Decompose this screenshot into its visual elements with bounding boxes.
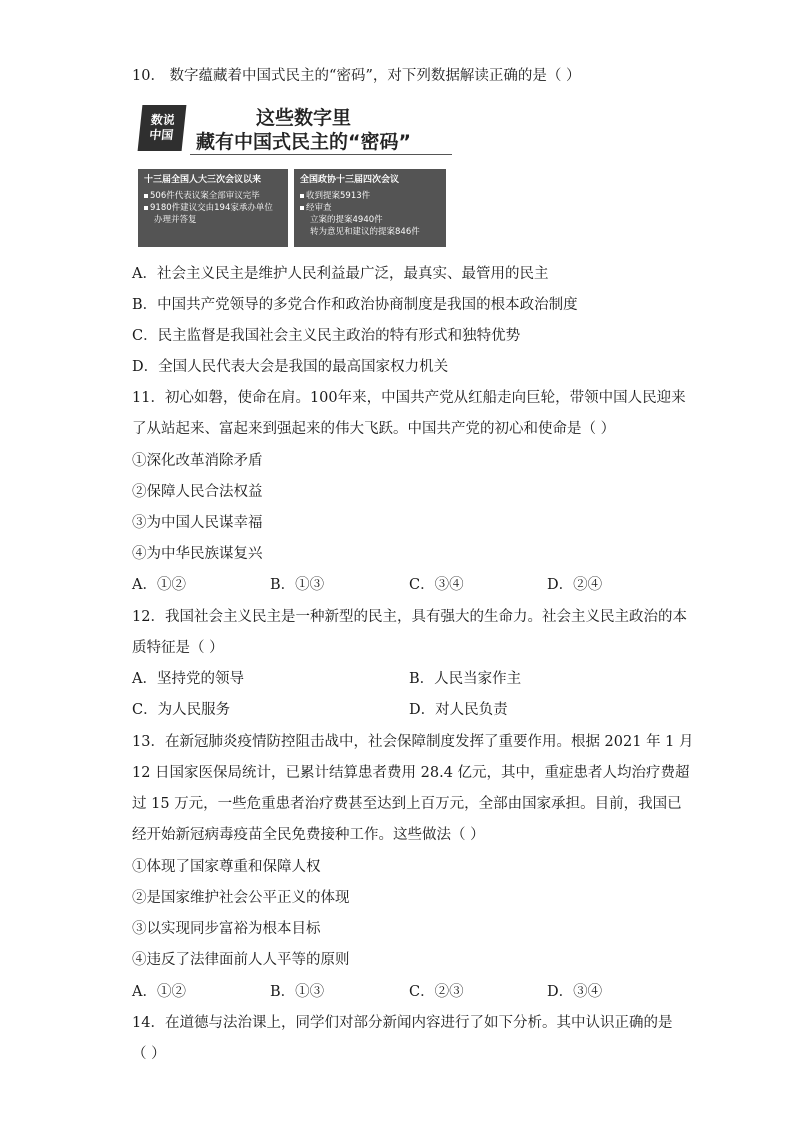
right-box-item2: 经审查 <box>300 202 440 214</box>
q13-option-d: D．③④ <box>547 984 603 1000</box>
q11-item4: ④为中华民族谋复兴 <box>132 546 263 562</box>
q12-option-a: A．坚持党的领导 <box>132 671 244 687</box>
left-box-item2: 9180件建议交由194家承办单位 <box>144 202 282 214</box>
infographic-left-box <box>138 169 288 247</box>
q14-stem-line2: （ ） <box>132 1046 166 1062</box>
q11-item1: ①深化改革消除矛盾 <box>132 453 263 469</box>
right-box-item1: 收到提案5913件 <box>300 190 440 202</box>
q11-stem-line2: 了从站起来、富起来到强起来的伟大飞跃。中国共产党的初心和使命是（ ） <box>132 421 616 437</box>
left-box-item1: 506件代表议案全部审议完毕 <box>144 190 282 202</box>
q10-option-c: C．民主监督是我国社会主义民主政治的特有形式和独特优势 <box>132 328 521 344</box>
q13-item4: ④违反了法律面前人人平等的原则 <box>132 952 350 968</box>
q14-stem-line1: 14．在道德与法治课上，同学们对部分新闻内容进行了如下分析。其中认识正确的是 <box>132 1015 673 1031</box>
q11-item3: ③为中国人民谋幸福 <box>132 515 263 531</box>
q13-item1: ①体现了国家尊重和保障人权 <box>132 859 321 875</box>
left-box-item2-cont: 办理并答复 <box>154 215 197 225</box>
q13-option-a: A．①② <box>132 984 186 1000</box>
q13-item3: ③以实现同步富裕为根本目标 <box>132 921 321 937</box>
q10-infographic <box>136 103 454 247</box>
q10-option-a: A．社会主义民主是维护人民利益最广泛，最真实、最管用的民主 <box>132 266 549 282</box>
q11-option-d: D．②④ <box>547 577 603 593</box>
q13-stem-line3: 过 15 万元，一些危重患者治疗费甚至达到上百万元，全部由国家承担。目前，我国已 <box>132 796 682 812</box>
q13-stem-line1: 13．在新冠肺炎疫情防控阻击战中，社会保障制度发挥了重要作用。根据 2021 年 1 月 <box>132 734 694 750</box>
q13-option-c: C．②③ <box>409 984 464 1000</box>
infographic-title-line1: 这些数字里 <box>256 107 352 129</box>
right-box-heading: 全国政协十三届四次会议 <box>300 175 400 185</box>
q12-option-d: D．对人民负责 <box>409 702 508 718</box>
infographic-badge <box>138 105 187 151</box>
q10-option-b: B．中国共产党领导的多党合作和政治协商制度是我国的根本政治制度 <box>132 297 578 313</box>
q10-option-d: D．全国人民代表大会是我国的最高国家权力机关 <box>132 359 449 375</box>
q11-stem-line1: 11．初心如磐，使命在肩。100年来，中国共产党从红船走向巨轮，带领中国人民迎来 <box>132 390 686 406</box>
right-box-item2-line3: 转为意见和建议的提案846件 <box>310 227 420 237</box>
q13-stem-line4: 经开始新冠病毒疫苗全民免费接种工作。这些做法（ ） <box>132 827 485 843</box>
right-box-item2-line2: 立案的提案4940件 <box>310 215 383 225</box>
q12-stem-line1: 12．我国社会主义民主是一种新型的民主，具有强大的生命力。社会主义民主政治的本 <box>132 609 687 625</box>
badge-line2: 中国 <box>148 128 174 142</box>
bullet-icon <box>300 206 304 210</box>
q11-option-b: B．①③ <box>270 577 325 593</box>
q13-item2: ②是国家维护社会公平正义的体现 <box>132 890 350 906</box>
bullet-icon <box>144 206 148 210</box>
q11-option-a: A．①② <box>132 577 186 593</box>
infographic-divider <box>190 154 452 155</box>
badge-line1: 数说 <box>150 113 176 127</box>
q11-item2: ②保障人民合法权益 <box>132 484 263 500</box>
bullet-icon <box>144 194 148 198</box>
q13-stem-line2: 12 日国家医保局统计，已累计结算患者费用 28.4 亿元，其中，重症患者人均治疗费超 <box>132 765 690 781</box>
left-box-heading: 十三届全国人大三次会议以来 <box>144 175 262 185</box>
bullet-icon <box>300 194 304 198</box>
infographic-title-line2: 藏有中国式民主的“密码” <box>196 131 411 153</box>
q12-stem-line2: 质特征是（ ） <box>132 640 224 656</box>
q10-stem: 10． 数字蕴藏着中国式民主的“密码”，对下列数据解读正确的是（ ） <box>132 68 581 84</box>
q12-option-b: B．人民当家作主 <box>409 671 522 687</box>
q11-option-c: C．③④ <box>409 577 464 593</box>
infographic-right-box <box>294 169 446 247</box>
q13-option-b: B．①③ <box>270 984 325 1000</box>
q12-option-c: C．为人民服务 <box>132 702 231 718</box>
